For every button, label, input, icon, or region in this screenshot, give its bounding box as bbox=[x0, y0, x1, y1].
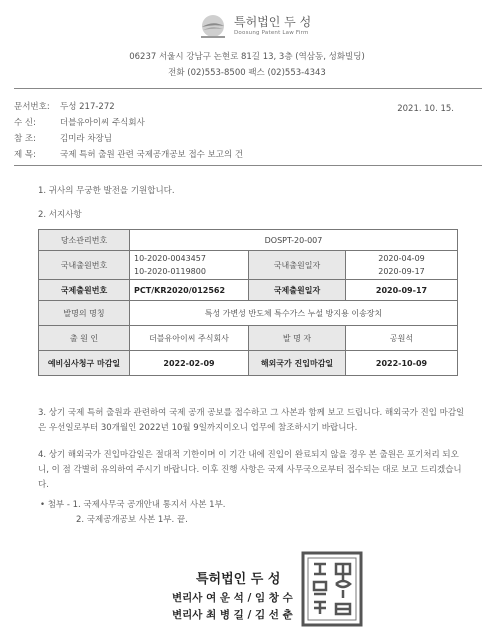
intl-date-value: 2020-09-17 bbox=[346, 280, 458, 301]
intl-no-value: PCT/KR2020/012562 bbox=[130, 280, 249, 301]
doc-date: 2021. 10. 15. bbox=[397, 104, 454, 114]
firm-seal-stamp bbox=[300, 550, 364, 628]
inventor-label: 발 명 자 bbox=[249, 326, 346, 351]
domestic-no-values bbox=[130, 251, 249, 280]
invention-title-value: 특성 가변성 반도체 특수가스 누설 방지용 이송장치 bbox=[130, 301, 458, 326]
table-row bbox=[39, 280, 458, 301]
intl-date-label: 국제출원일자 bbox=[249, 280, 346, 301]
paragraph-4: 4. 상기 해외국가 진입마감일은 절대적 기한이며 이 기간 내에 진입이 완료되지 않을 경우 본 출원은 포기처리 되오니, 이 점 각별히 유의하여 주시기 바랍니다. 이후 진행 사항은 국제 사무국으로부터 접수되는 대로 보고 드리겠습니다. bbox=[38, 450, 462, 490]
signature-line-1: 변리사 여 운 석 / 임 창 수 bbox=[172, 592, 293, 604]
doc-no-label: 문서번호: bbox=[14, 102, 50, 112]
doc-no: 두성 217-272 bbox=[60, 102, 115, 112]
table-row bbox=[39, 326, 458, 351]
prelim-exam-value: 2022-02-09 bbox=[130, 351, 249, 376]
domestic-no-2: 10-2020-0119800 bbox=[134, 267, 206, 276]
subject-label: 제 목: bbox=[14, 150, 36, 160]
recipient: 더블유아이씨 주식회사 bbox=[60, 118, 145, 128]
to-label: 수 신: bbox=[14, 118, 36, 128]
paragraph-2: 2. 서지사항 bbox=[38, 210, 82, 220]
attachment-1: • 첨부 - 1. 국제사무국 공개안내 통지서 사본 1부. bbox=[40, 500, 226, 510]
header-divider bbox=[14, 88, 482, 89]
firm-name: 특허법인 두 성 bbox=[234, 15, 312, 29]
domestic-no-1: 10-2020-0043457 bbox=[134, 254, 206, 263]
attachment-2: 2. 국제공개공보 사본 1부. 끝. bbox=[76, 515, 188, 525]
reference: 김미라 차장님 bbox=[60, 134, 112, 144]
meta-divider bbox=[14, 165, 482, 166]
inventor-value: 공원석 bbox=[346, 326, 458, 351]
prelim-exam-label: 예비심사청구 마감일 bbox=[39, 351, 130, 376]
paragraph-1: 1. 귀사의 무궁한 발전을 기원합니다. bbox=[38, 186, 175, 196]
invention-title-label: 발명의 명칭 bbox=[39, 301, 130, 326]
firm-contact: 전화 (02)553-8500 팩스 (02)553-4343 bbox=[168, 68, 326, 78]
applicant-label: 출 원 인 bbox=[39, 326, 130, 351]
domestic-date-1: 2020-04-09 bbox=[378, 254, 425, 263]
national-phase-label: 해외국가 진입마감일 bbox=[249, 351, 346, 376]
mgmt-no-value: DOSPT-20-007 bbox=[130, 230, 458, 251]
domestic-date-2: 2020-09-17 bbox=[378, 267, 425, 276]
subject: 국제 특허 출원 관련 국제공개공보 접수 보고의 건 bbox=[60, 150, 244, 160]
firm-logo-icon bbox=[198, 14, 228, 40]
ref-label: 참 조: bbox=[14, 134, 36, 144]
table-row bbox=[39, 230, 458, 251]
domestic-no-label: 국내출원번호 bbox=[39, 251, 130, 280]
signature-firm: 특허법인 두 성 bbox=[196, 572, 281, 587]
firm-address: 06237 서울시 강남구 논현로 81길 13, 3층 (역삼동, 성화빌딩) bbox=[129, 52, 365, 62]
domestic-date-values bbox=[346, 251, 458, 280]
table-row bbox=[39, 251, 458, 280]
domestic-date-label: 국내출원일자 bbox=[249, 251, 346, 280]
intl-no-label: 국제출원번호 bbox=[39, 280, 130, 301]
mgmt-no-label: 당소관리번호 bbox=[39, 230, 130, 251]
firm-name-en: Doosung Patent Law Firm bbox=[234, 30, 309, 36]
applicant-value: 더블유아이씨 주식회사 bbox=[130, 326, 249, 351]
bibliographic-table bbox=[38, 229, 458, 376]
paragraph-3: 3. 상기 국제 특허 출원과 관련하여 국제 공개 공보를 접수하고 그 사본과 함께 보고 드립니다. 해외국가 진입 마감일은 우선일로부터 30개월인 2022년 10월 9일까지이오니 업무에 참조하시기 바랍니다. bbox=[38, 408, 465, 433]
table-row bbox=[39, 351, 458, 376]
signature-line-2: 변리사 최 병 길 / 김 선 춘 bbox=[172, 609, 293, 621]
table-row bbox=[39, 301, 458, 326]
national-phase-value: 2022-10-09 bbox=[346, 351, 458, 376]
